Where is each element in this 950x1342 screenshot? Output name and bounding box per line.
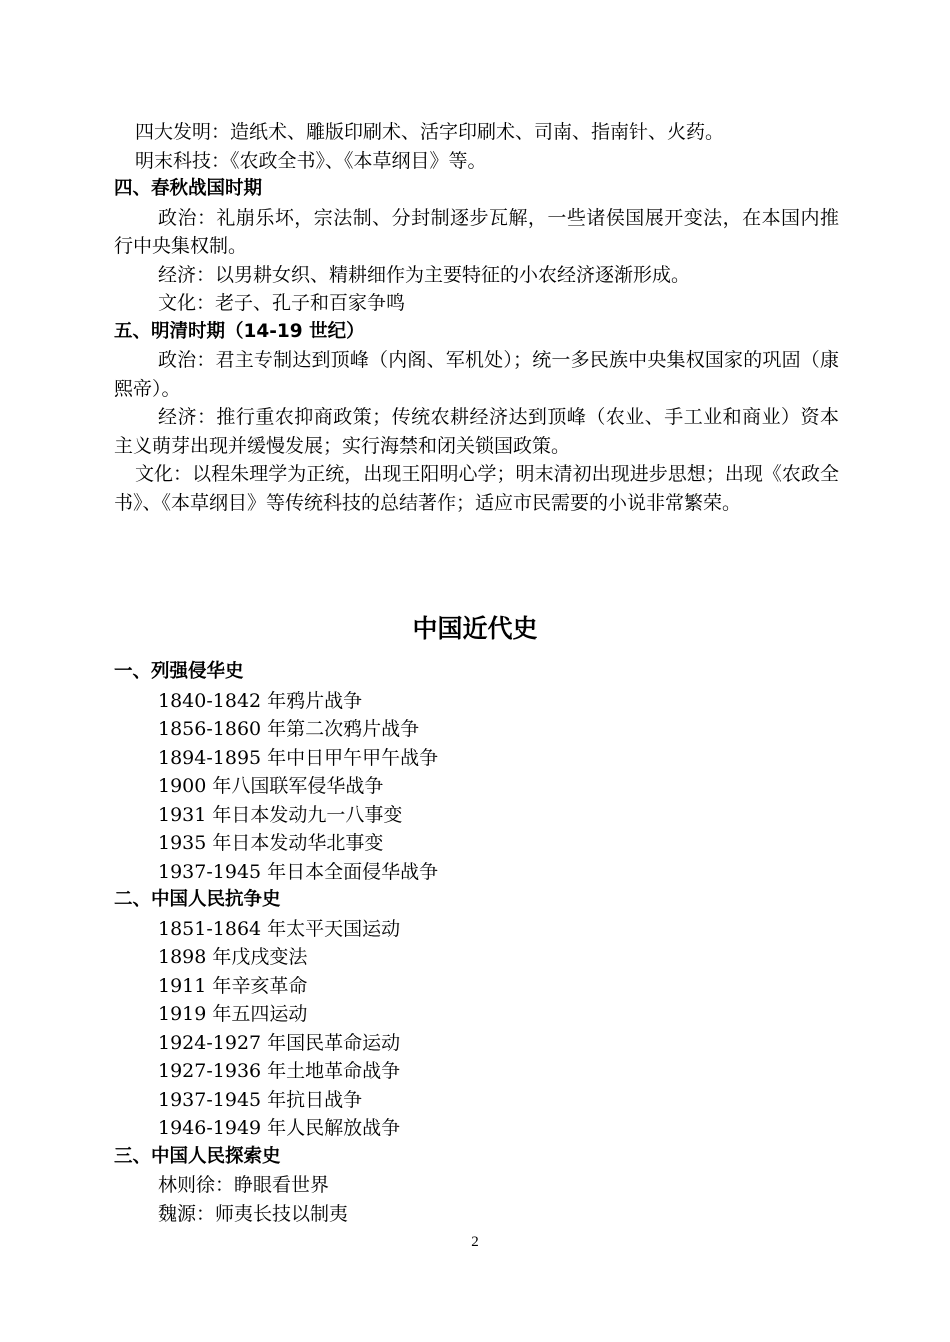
list-item: 1931 年日本发动九一八事变	[158, 803, 403, 826]
inventions-line: 四大发明：造纸术、雕版印刷术、活字印刷术、司南、指南针、火药。	[135, 121, 725, 143]
spring-autumn-culture: 文化：老子、孔子和百家争鸣	[158, 292, 406, 314]
page-number: 2	[471, 1234, 479, 1250]
spring-autumn-heading: 四、春秋战国时期	[114, 178, 263, 199]
ancient-history-section	[114, 118, 839, 517]
list-item: 1924-1927 年国民革命运动	[158, 1031, 401, 1054]
ming-qing-culture: 文化：以程朱理学为正统，出现王阳明心学；明末清初出现进步思想；出现《农政全书》、《本草纲目》等传统科技的总结著作；适应市民需要的小说非常繁荣。	[114, 463, 839, 514]
list-item: 1937-1945 年抗日战争	[158, 1088, 363, 1111]
invasion-heading: 一、列强侵华史	[114, 661, 244, 682]
list-item: 1851-1864 年太平天国运动	[158, 917, 401, 940]
invasion-list	[114, 687, 839, 887]
list-item: 1946-1949 年人民解放战争	[158, 1117, 401, 1139]
modern-history-section	[114, 658, 839, 1228]
ming-qing-heading: 五、明清时期（14-19 世纪）	[114, 320, 365, 342]
list-item: 1894-1895 年中日甲午甲午战争	[158, 746, 439, 769]
ming-tech-line: 明末科技：《农政全书》、《本草纲目》等。	[135, 149, 487, 172]
struggle-heading: 二、中国人民抗争史	[114, 889, 281, 910]
struggle-list	[114, 915, 839, 1143]
list-item: 1900 年八国联军侵华战争	[158, 775, 384, 797]
list-item: 林则徐：睁眼看世界	[158, 1174, 330, 1196]
list-item: 1911 年辛亥革命	[158, 974, 308, 997]
spring-autumn-politics: 政治：礼崩乐坏，宗法制、分封制逐步瓦解，一些诸侯国展开变法，在本国内推行中央集权制。	[114, 206, 839, 257]
spring-autumn-economy: 经济：以男耕女织、精耕细作为主要特征的小农经济逐渐形成。	[158, 263, 691, 286]
modern-history-title: 中国近代史	[412, 614, 538, 643]
ming-qing-politics: 政治：君主专制达到顶峰（内阁、军机处）；统一多民族中央集权国家的巩固（康熙帝）。	[114, 349, 839, 400]
list-item: 1856-1860 年第二次鸦片战争	[158, 718, 420, 740]
list-item: 魏源：师夷长技以制夷	[158, 1202, 349, 1225]
list-item: 1898 年戊戌变法	[158, 946, 308, 968]
list-item: 1935 年日本发动华北事变	[158, 832, 384, 854]
list-item: 1927-1936 年土地革命战争	[158, 1060, 401, 1082]
list-item: 1840-1842 年鸦片战争	[158, 689, 363, 712]
list-item: 1937-1945 年日本全面侵华战争	[158, 860, 439, 883]
list-item: 1919 年五四运动	[158, 1003, 308, 1025]
exploration-heading: 三、中国人民探索史	[114, 1145, 281, 1167]
ming-qing-economy: 经济：推行重农抑商政策；传统农耕经济达到顶峰（农业、手工业和商业）资本主义萌芽出现并缓慢发展；实行海禁和闭关锁国政策。	[114, 406, 839, 457]
exploration-list	[114, 1171, 839, 1228]
